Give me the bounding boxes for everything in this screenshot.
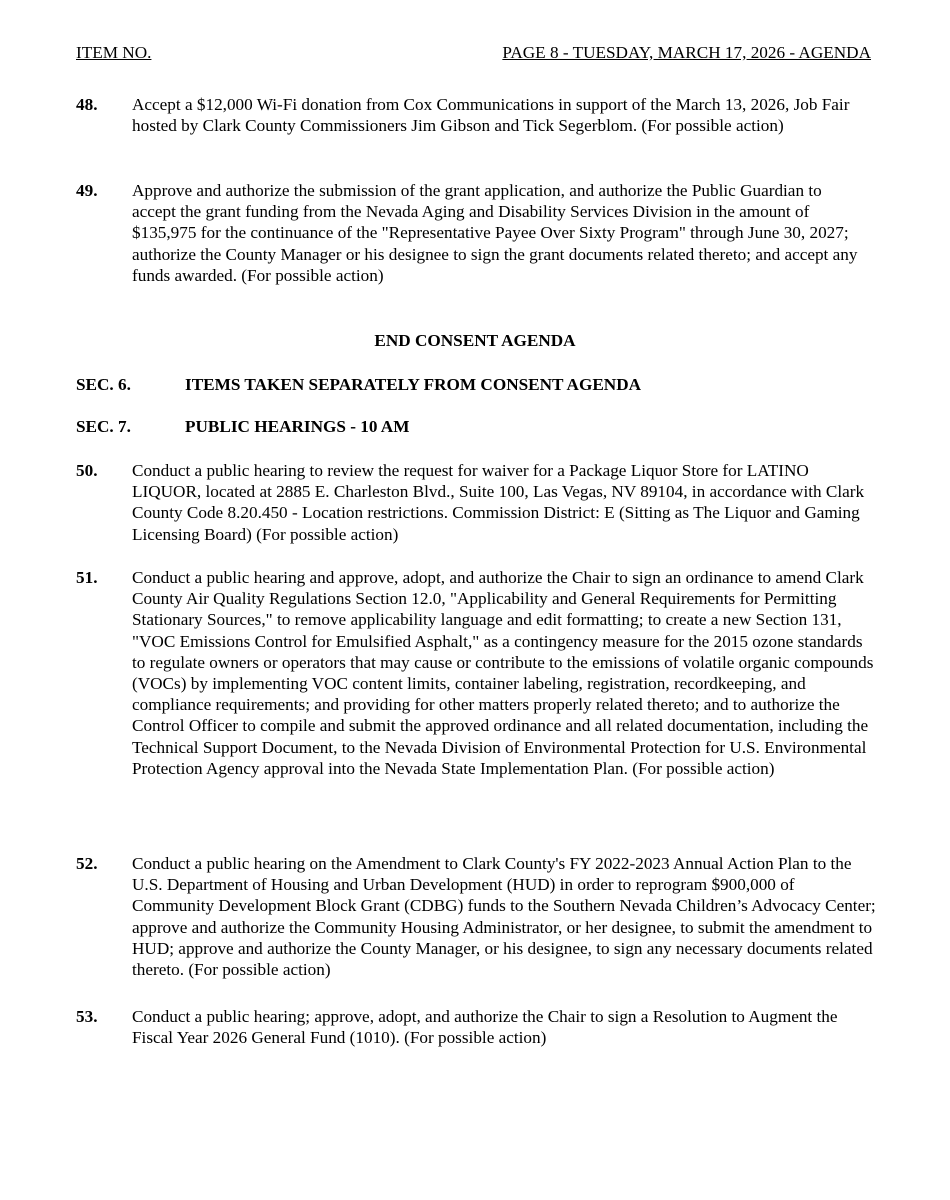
section-number: SEC. 6. <box>76 375 131 394</box>
item-number: 52. <box>76 854 98 873</box>
item-text: Conduct a public hearing; approve, adopt, and authorize the Chair to sign a Resolution to Augment the Fiscal Year 2026 General Fund (1010). (For possible action) <box>132 1007 838 1048</box>
section-title: ITEMS TAKEN SEPARATELY FROM CONSENT AGENDA <box>185 375 642 394</box>
item-text: Approve and authorize the submission of the grant application, and authorize the Public Guardian to accept the grant funding from the Nevada Aging and Disability Services Division in the amount of $135,975 for the continuance of the "Representative Payee Over Sixty Program" through June 30, 2027; authorize the County Manager or his designee to sign the grant documents related thereto; and accept any funds awarded. (For possible action) <box>132 181 858 285</box>
end-consent-heading: END CONSENT AGENDA <box>374 331 576 350</box>
page-header <box>76 42 871 64</box>
section-number: SEC. 7. <box>76 417 131 436</box>
item-number: 51. <box>76 568 98 587</box>
item-number: 53. <box>76 1007 98 1026</box>
section-title: PUBLIC HEARINGS - 10 AM <box>185 417 410 436</box>
header-item-no: ITEM NO. <box>76 43 152 62</box>
header-page-info: PAGE 8 - TUESDAY, MARCH 17, 2026 - AGENDA <box>502 43 871 62</box>
item-text: Conduct a public hearing to review the request for waiver for a Package Liquor Store for LATINO LIQUOR, located at 2885 E. Charleston Blvd., Suite 100, Las Vegas, NV 89104, in accordance with Clark County Code 8.20.450 - Location restrictions. Commission District: E (Sitting as The Liquor and Gaming Licensing Board) (For possible action) <box>132 461 865 544</box>
item-number: 50. <box>76 461 98 480</box>
item-text: Accept a $12,000 Wi-Fi donation from Cox Communications in support of the March 13, 2026, Job Fair hosted by Clark County Commissioners Jim Gibson and Tick Segerblom. (For possible action) <box>132 95 850 136</box>
item-text: Conduct a public hearing on the Amendment to Clark County's FY 2022-2023 Annual Action Plan to the U.S. Department of Housing and Urban Development (HUD) in order to reprogram $900,000 of Community Development Block Grant (CDBG) funds to the Southern Nevada Children’s Advocacy Center; approve and authorize the Community Housing Administrator, or her designee, to submit the amendment to HUD; approve and authorize the County Manager, or his designee, to sign any necessary documents related thereto. (For possible action) <box>132 854 876 980</box>
item-text: Conduct a public hearing and approve, adopt, and authorize the Chair to sign an ordinance to amend Clark County Air Quality Regulations Section 12.0, "Applicability and General Requirements for Permitting Stationary Sources," to remove applicability language and edit formatting; to create a new Section 131, "VOC Emissions Control for Emulsified Asphalt," as a contingency measure for the 2015 ozone standards to regulate owners or operators that may cause or contribute to the emissions of volatile organic compounds (VOCs) by implementing VOC content limits, container labeling, registration, recordkeeping, and compliance requirements; and providing for other matters properly related thereto; and to authorize the Control Officer to compile and submit the approved ordinance and all related documentation, including the Technical Support Document, to the Nevada Division of Environmental Protection for U.S. Environmental Protection Agency approval into the Nevada State Implementation Plan. (For possible action) <box>132 568 874 778</box>
item-number: 49. <box>76 181 98 200</box>
item-number: 48. <box>76 95 98 114</box>
